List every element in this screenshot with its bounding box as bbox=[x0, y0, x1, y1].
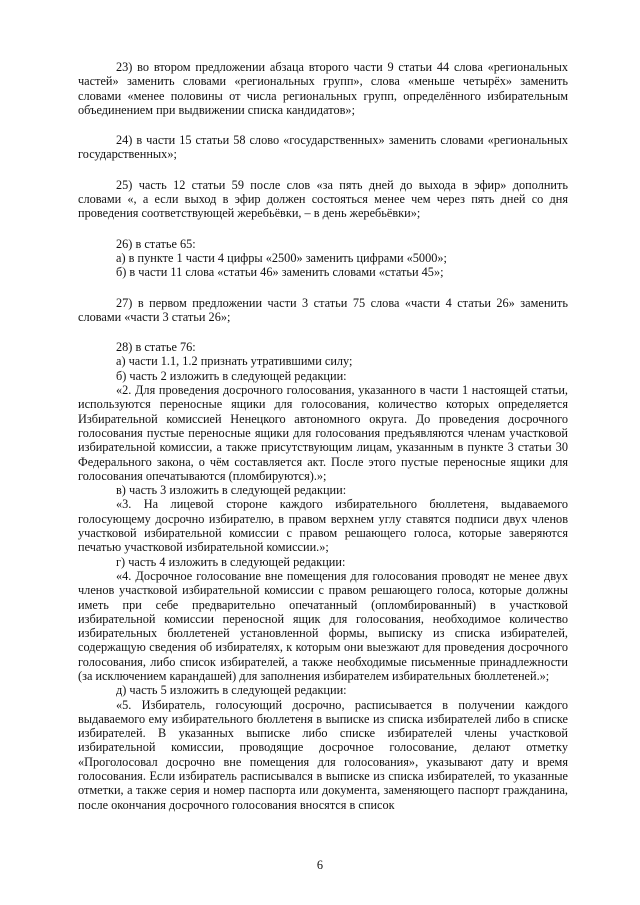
paragraph: «3. На лицевой стороне каждого избирательного бюллетеня, выдаваемого голосующему досрочно избирателю, в правом верхнем углу ставятся подписи двух членов участковой избирательной комиссии с правом решающего голоса, которые заверяются печатью участковой избирательной комиссии.»; bbox=[78, 497, 568, 555]
paragraph: 27) в первом предложении части 3 статьи 75 слова «части 4 статьи 26» заменить словами «части 3 статьи 26»; bbox=[78, 295, 568, 324]
list-item: а) в пункте 1 части 4 цифры «2500» заменить цифрами «5000»; bbox=[116, 250, 447, 265]
page-number: 6 bbox=[316, 858, 324, 872]
list-item: а) части 1.1, 1.2 признать утратившими силу; bbox=[116, 354, 353, 369]
paragraph: «4. Досрочное голосование вне помещения для голосования проводят не менее двух членов участковой избирательной комиссии с правом решающего голоса, которые должны иметь при себе предварительно опечатанный (опломбированный) в участковой избирательной комиссии переносной ящик для голосования, необходимое количество избирательных бюллетеней установленной формы, выписку из списка избирателей, содержащую сведения об избирателях, к которым они выезжают для проведения досрочного голосования, либо список избирателей, а также необходимые письменные принадлежности (за исключением карандашей) для заполнения избирателем избирательных бюллетеней.»; bbox=[78, 568, 568, 683]
paragraph: 24) в части 15 статьи 58 слово «государственных» заменить словами «региональных государственных»; bbox=[78, 133, 568, 162]
list-item: 28) в статье 76: bbox=[116, 340, 196, 355]
paragraph: «2. Для проведения досрочного голосования, указанного в части 1 настоящей статьи, используются переносные ящики для голосования, количество которых определяется Избирательной комиссией Ненецкого автономного округа. До проведения досрочного голосования пустые переносные ящики для голосования предъявляются членам участковой избирательной комиссии, а также присутствующим лицам, указанным в пункте 3 статьи 30 Федерального закона, о чём составляется акт. После этого пустые переносные ящики для голосования опечатываются (пломбируются).»; bbox=[78, 383, 568, 483]
list-item: д) часть 5 изложить в следующей редакции: bbox=[116, 683, 347, 698]
paragraph: «5. Избиратель, голосующий досрочно, расписывается в получении каждого выдаваемого ему избирательного бюллетеня в выписке из списка избирателей либо в списке избирателей. В указанных выписке либо списке избирателей члены участковой избирательной комиссии, проводящие досрочное голосование, делают отметку «Проголосовал досрочно вне помещения для голосования», указывают дату и время голосования. Если избиратель расписывался в выписке из списка избирателей, то указанные отметки, а также серия и номер паспорта или документа, заменяющего паспорт гражданина, после окончания досрочного голосования вносятся в список bbox=[78, 697, 568, 812]
list-item: г) часть 4 изложить в следующей редакции: bbox=[116, 554, 346, 569]
document-body bbox=[78, 60, 568, 812]
list-item: б) часть 2 изложить в следующей редакции: bbox=[116, 368, 347, 383]
paragraph: 23) во втором предложении абзаца второго части 9 статьи 44 слова «региональных частей» заменить словами «региональных групп», слова «меньше четырёх» заменить словами «менее половины от числа региональных групп, определённого избирательным объединением при выдвижении списка кандидатов»; bbox=[78, 60, 568, 117]
list-item: в) часть 3 изложить в следующей редакции: bbox=[116, 483, 347, 498]
list-item: 26) в статье 65: bbox=[116, 236, 196, 251]
list-item: б) в части 11 слова «статьи 46» заменить словами «статьи 45»; bbox=[116, 265, 444, 280]
paragraph: 25) часть 12 статьи 59 после слов «за пять дней до выхода в эфир» дополнить словами «, а если выход в эфир должен состояться менее чем через пять дней со дня проведения соответствующей жеребьёвки, – в день жеребьёвки»; bbox=[78, 177, 568, 221]
